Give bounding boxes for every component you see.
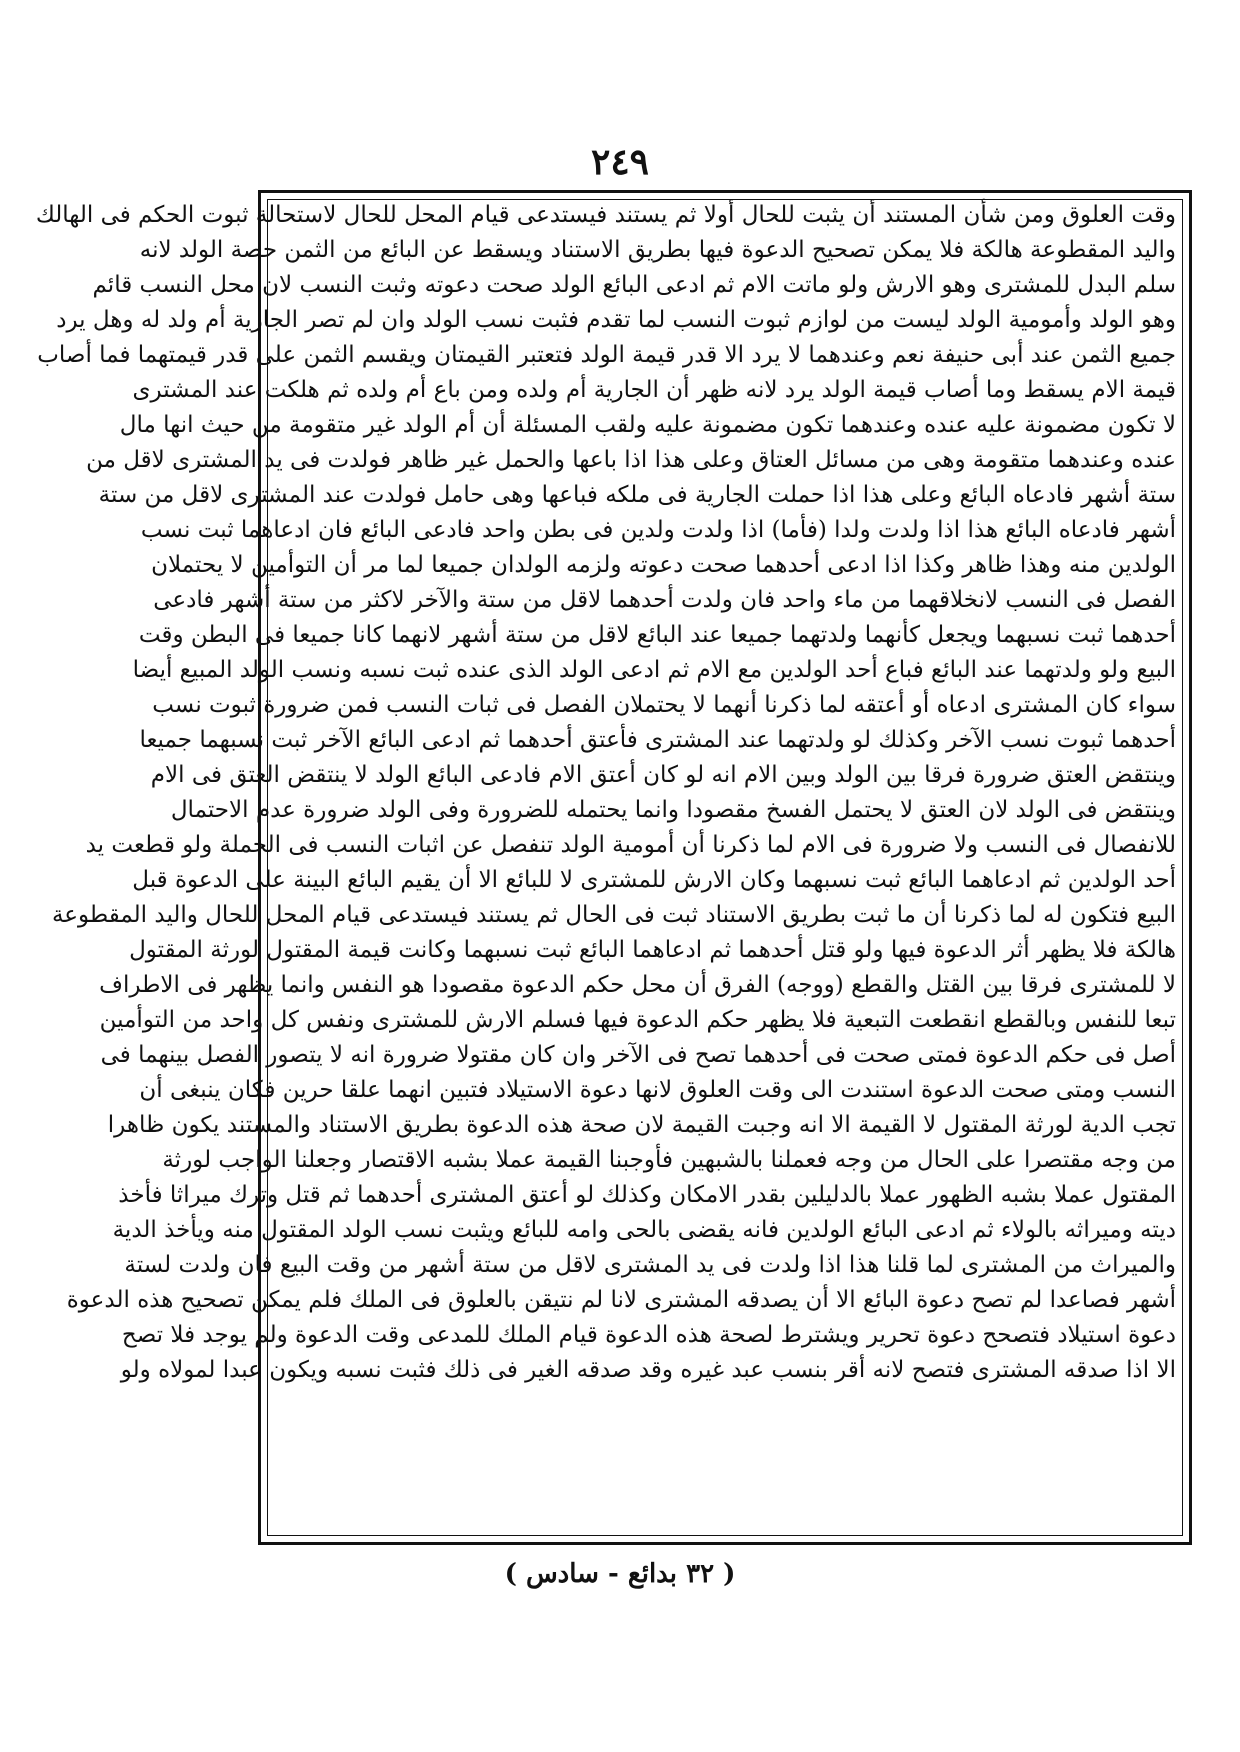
text-line: المقتول عملا بشبه الظهور عملا بالدليلين بقدر الامكان وكذلك لو أعتق المشترى أحدهما ثم قتل وترك ميراثا فأخذ: [118, 1182, 1176, 1208]
text-line: الا اذا صدقه المشترى فتصح لانه أقر بنسب عبد غيره وقد صدقه الغير فى ذلك فثبت نسبه ويكون عبدا لمولاه ولو: [120, 1357, 1176, 1383]
text-line: قيمة الام يسقط وما أصاب قيمة الولد يرد لانه ظهر أن الجارية أم ولده ومن باع أم ولده ثم هلكت عند المشترى: [132, 377, 1176, 403]
text-line: للانفصال فى النسب ولا ضرورة فى الام لما ذكرنا أن أمومية الولد تنفصل عن اثبات النسب فى الجملة ولو قطعت يد: [85, 832, 1176, 858]
text-line: عنده وعندهما متقومة وهى من مسائل العتاق وعلى هذا اذا باعها والحمل غير ظاهر فولدت فى يد المشترى لاقل من: [86, 447, 1176, 473]
text-line: النسب ومتى صحت الدعوة استندت الى وقت العلوق لانها دعوة الاستيلاد فتبين انهما علقا حرين فكان ينبغى أن: [139, 1077, 1176, 1103]
text-line: أصل فى حكم الدعوة فمتى صحت فى أحدهما تصح فى الآخر وان كان مقتولا ضرورة انه لا يتصور الفصل بينهما فى: [100, 1042, 1176, 1068]
text-line: تجب الدية لورثة المقتول لا القيمة الا انه وجبت القيمة لان صحة هذه الدعوة بطريق الاستناد والمستند يكون ظاهرا: [107, 1112, 1176, 1138]
text-line: وينتقض العتق ضرورة فرقا بين الولد وبين الام انه لو كان أعتق الام فادعى البائع الولد لا ينتقض العتق فى الام: [150, 762, 1176, 788]
text-line: أحدهما ثبوت نسب الآخر وكذلك لو ولدتهما عند المشترى فأعتق أحدهما ثم ادعى البائع الآخر ثبت نسبهما جميعا: [139, 727, 1176, 753]
text-line: لا تكون مضمونة عليه عنده وعندهما تكون مضمونة عليه ولقب المسئلة أن أم الولد غير متقومة من حيث انها مال: [119, 412, 1176, 438]
page-number: ٢٤٩: [590, 141, 649, 183]
text-line: هالكة فلا يظهر أثر الدعوة فيها ولو قتل أحدهما ثم ادعاهما البائع ثبت نسبهما وكانت قيمة المقتول لورثة المقتول: [129, 937, 1176, 963]
text-line: واليد المقطوعة هالكة فلا يمكن تصحيح الدعوة فيها بطريق الاستناد ويسقط عن البائع من الثمن حصة الولد لانه: [139, 237, 1176, 263]
text-line: وهو الولد وأمومية الولد ليست من لوازم ثبوت النسب لما تقدم فثبت نسب الولد وان لم تصر الجارية أم ولد له وهل يرد: [56, 307, 1176, 333]
text-line: أحد الولدين ثم ادعاهما البائع ثبت نسبهما وكان الارش للمشترى لا للبائع الا أن يقيم البائع البينة على الدعوة قبل: [132, 867, 1176, 893]
text-line: وينتقض فى الولد لان العتق لا يحتمل الفسخ مقصودا وانما يحتمله للضرورة وفى الولد ضرورة عدم الاحتمال: [170, 797, 1176, 823]
text-line: البيع ولو ولدتهما عند البائع فباع أحد الولدين مع الام ثم ادعى الولد الذى عنده ثبت نسبه ونسب الولد المبيع أيضا: [132, 657, 1176, 683]
text-line: دعوة استيلاد فتصحح دعوة تحرير ويشترط لصحة هذه الدعوة قيام الملك للمدعى وقت الدعوة ولم يوجد فلا تصح: [121, 1322, 1176, 1348]
text-line: سواء كان المشترى ادعاه أو أعتقه لما ذكرنا أنهما لا يحتملان الفصل فى ثبات النسب فمن ضرورة ثبوت نسب: [152, 692, 1176, 718]
text-line: من وجه مقتصرا على الحال من وجه فعملنا بالشبهين فأوجبنا القيمة عملا بشبه الاقتصار وجعلنا الواجب لورثة: [162, 1147, 1176, 1173]
text-line: ديته وميراثه بالولاء ثم ادعى البائع الولدين فانه يقضى بالحى وامه للبائع ويثبت نسب الولد المقتول منه ويأخذ الدية: [112, 1217, 1176, 1243]
text-line: أحدهما ثبت نسبهما ويجعل كأنهما ولدتهما جميعا عند البائع لاقل من ستة أشهر لانهما كانا جميعا فى البطن وقت: [138, 622, 1176, 648]
text-line: أشهر فادعاه البائع هذا اذا ولدت ولدا (فأما) اذا ولدت ولدين فى بطن واحد فادعى البائع فان ادعاهما ثبت نسب: [140, 517, 1176, 543]
text-line: جميع الثمن عند أبى حنيفة نعم وعندهما لا يرد الا قدر قيمة الولد فتعتبر القيمتان ويقسم الثمن على قدر قيمتهما فما أصاب: [37, 342, 1176, 368]
text-line: سلم البدل للمشترى وهو الارش ولو ماتت الام ثم ادعى البائع الولد صحت دعوته وثبت النسب لان محل النسب قائم: [92, 272, 1176, 298]
text-body: [35, 198, 1182, 1388]
text-line: البيع فتكون له لما ذكرنا أن ما ثبت بطريق الاستناد ثبت فى الحال ثم يستند فيستدعى قيام المحل للحال واليد المقطوعة: [51, 902, 1176, 928]
text-line: وقت العلوق ومن شأن المستند أن يثبت للحال أولا ثم يستند فيستدعى قيام المحل للحال لاستحالة ثبوت الحكم فى الهالك: [35, 202, 1176, 228]
footer-signature-label: ( ٣٢ بدائع - سادس ): [504, 1559, 736, 1589]
text-line: أشهر فصاعدا لم تصح دعوة البائع الا أن يصدقه المشترى لانا لم نتيقن بالعلوق فى الملك فلم يمكن تصحيح هذه الدعوة: [66, 1287, 1176, 1313]
text-line: والميراث من المشترى لما قلنا هذا اذا ولدت فى يد المشترى لاقل من ستة أشهر من وقت البيع فان ولدت لستة: [124, 1252, 1176, 1278]
text-line: لا للمشترى فرقا بين القتل والقطع (ووجه) الفرق أن محل حكم الدعوة مقصودا هو النفس وانما يظهر فى الاطراف: [99, 972, 1176, 998]
text-line: الفصل فى النسب لانخلاقهما من ماء واحد فان ولدت أحدهما لاقل من ستة والآخر لاكثر من ستة أشهر فادعى: [153, 587, 1176, 613]
text-line: تبعا للنفس وبالقطع انقطعت التبعية فلا يظهر حكم الدعوة فيها فسلم الارش للمشترى ونفس كل واحد من التوأمين: [99, 1007, 1176, 1033]
text-line: الولدين منه وهذا ظاهر وكذا اذا ادعى أحدهما صحت دعوته ولزمه الولدان جميعا لما مر أن التوأمين لا يحتملان: [151, 552, 1176, 578]
text-line: ستة أشهر فادعاه البائع وعلى هذا اذا حملت الجارية فى ملكه فباعها وهى حامل فولدت عند المشترى لاقل من ستة: [98, 482, 1176, 508]
